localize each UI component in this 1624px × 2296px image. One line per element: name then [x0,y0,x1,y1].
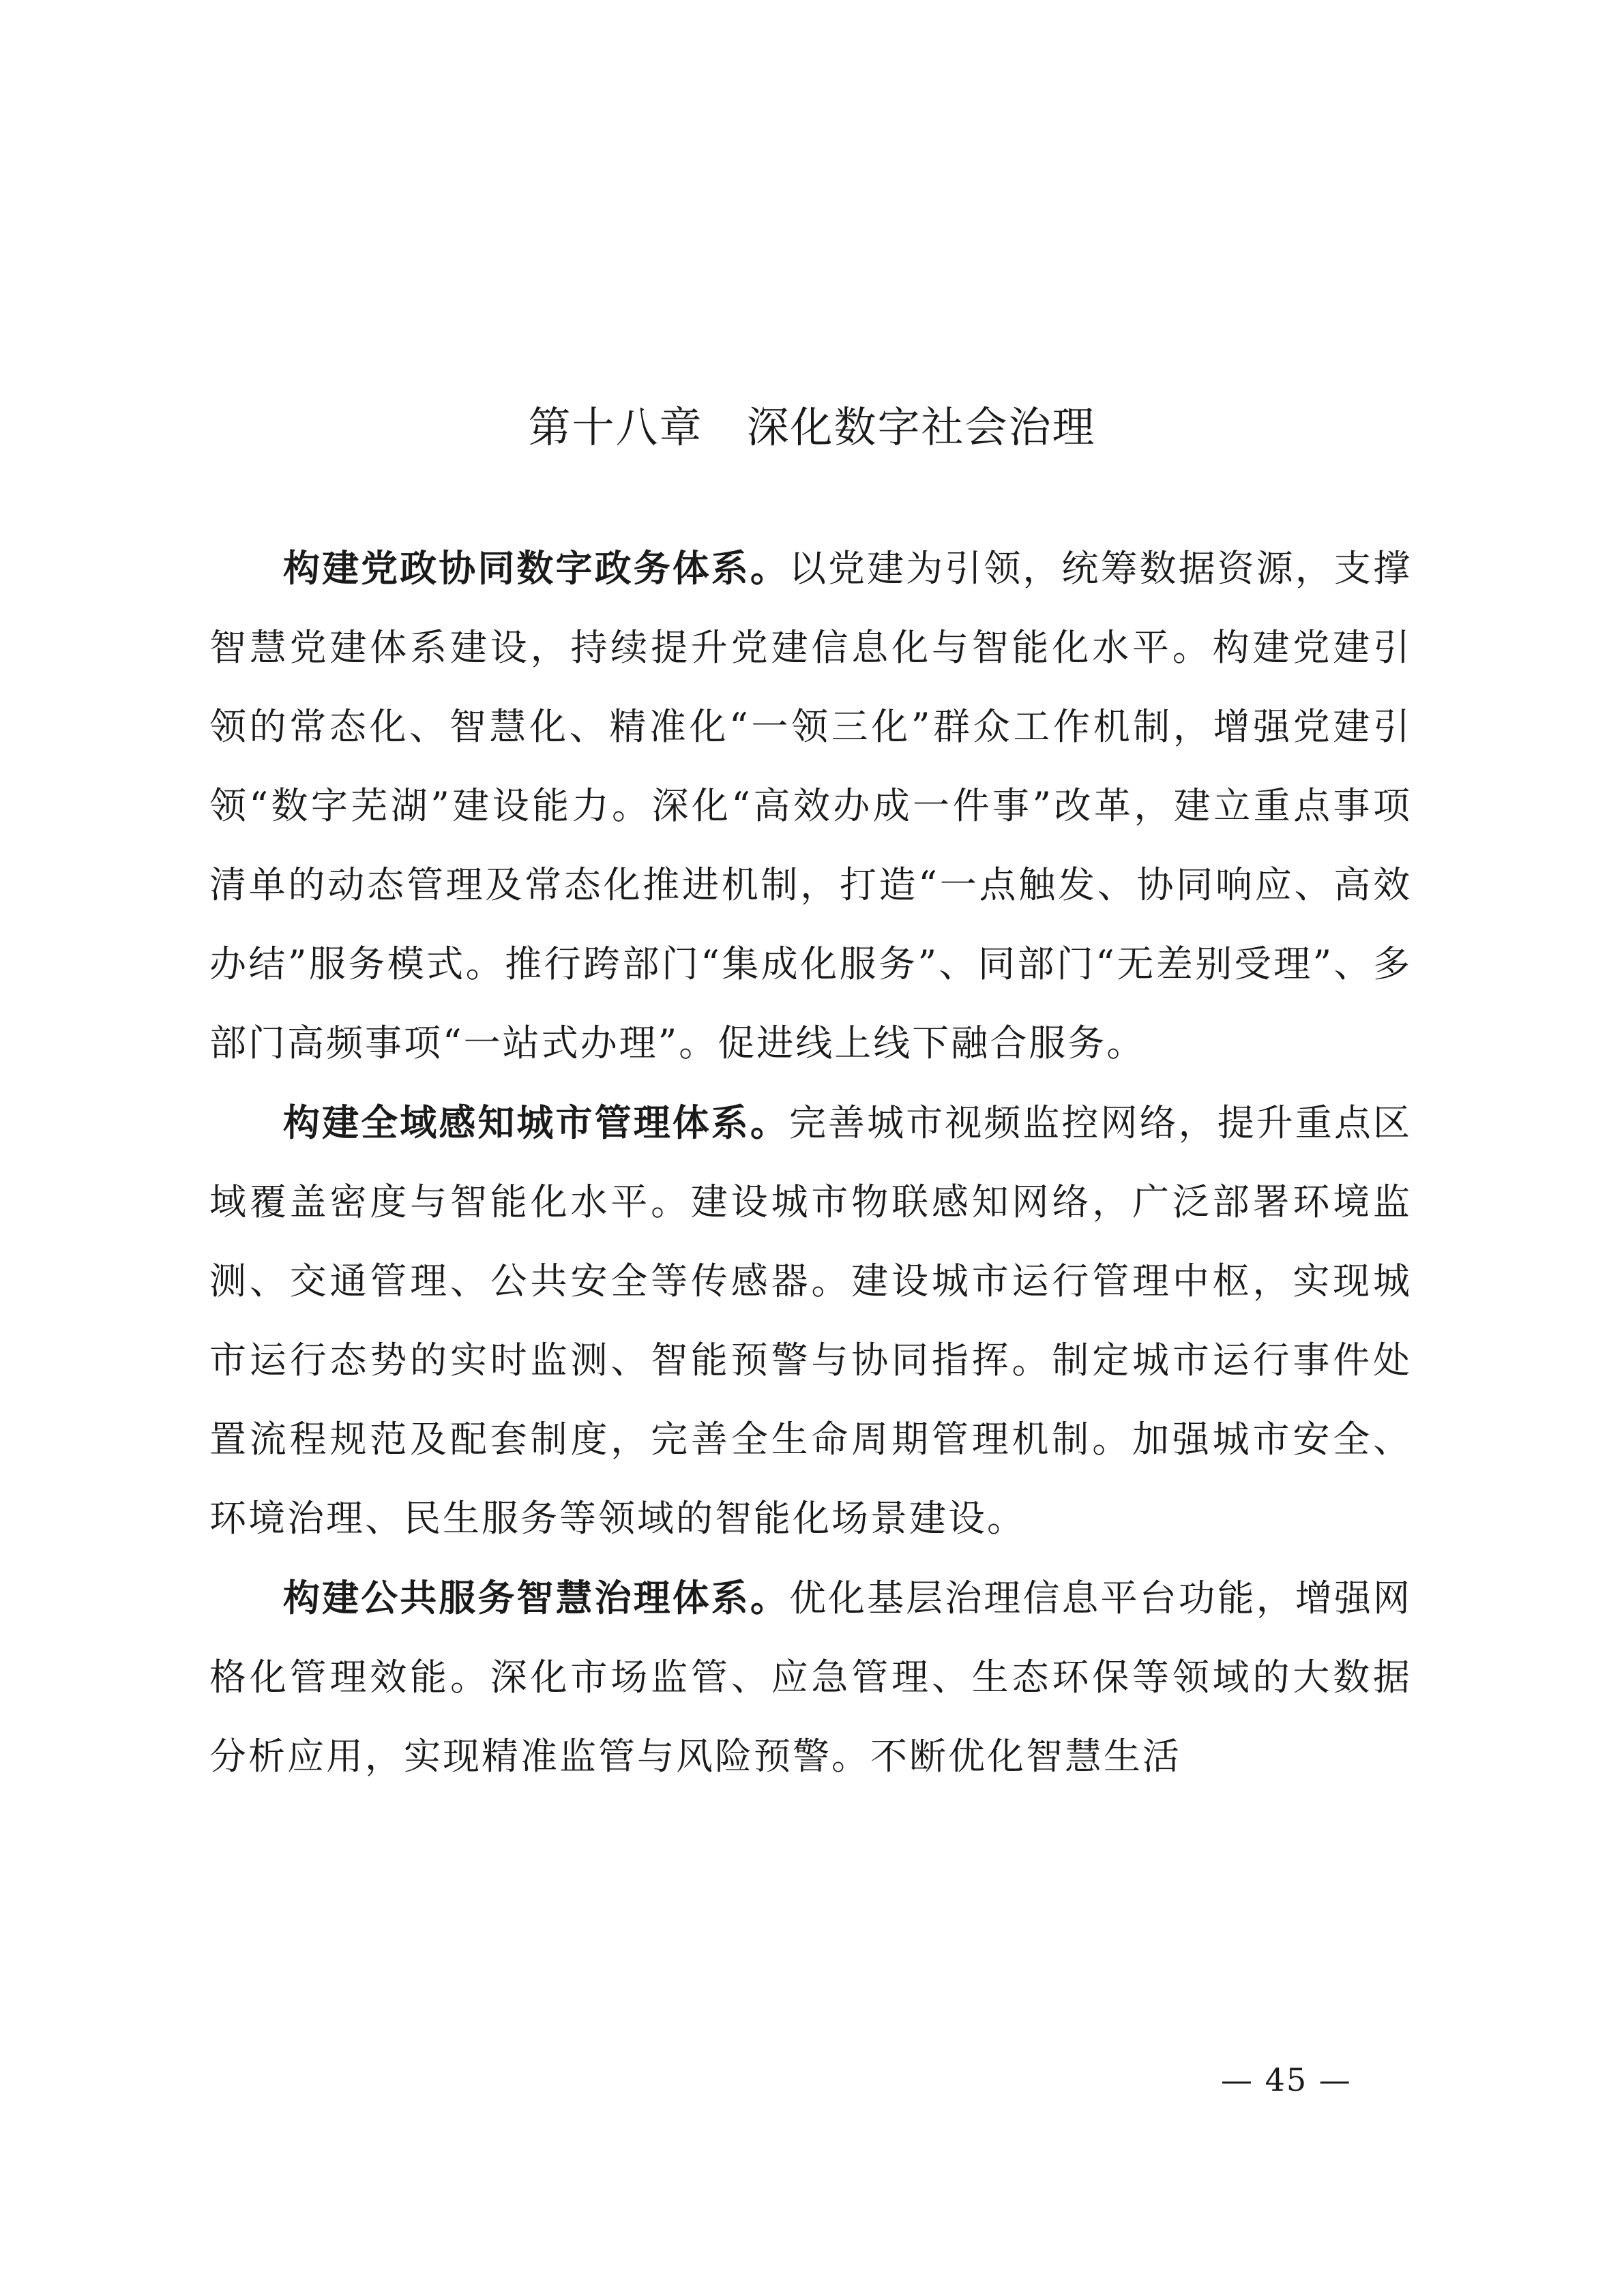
paragraph-heading: 构建党政协同数字政务体系。 [283,546,789,590]
page-number: — 45 — [1221,2061,1352,2098]
paragraph-party-government [209,528,1412,1083]
paragraph-heading: 构建公共服务智慧治理体系。 [283,1576,789,1620]
chapter-title: 第十八章 深化数字社会治理 [528,402,1096,452]
paragraph-body: 以党建为引领，统筹数据资源，支撑智慧党建体系建设，持续提升党建信息化与智能化水平。构建党建引领的常态化、智慧化、精准化“一领三化”群众工作机制，增强党建引领“数字芜湖”建设能力。深化“高效办成一件事”改革，建立重点事项清单的动态管理及常态化推进机制，打造“一点触发、协同响应、高效办结”服务模式。推行跨部门“集成化服务”、同部门“无差别受理”、多部门高频事项“一站式办理”。促进线上线下融合服务。 [209,547,1413,1064]
body-text [209,528,1412,1796]
paragraph-public-service [209,1558,1412,1796]
paragraph-heading: 构建全域感知城市管理体系。 [283,1101,789,1144]
paragraph-city-management [209,1083,1412,1558]
paragraph-body: 完善城市视频监控网络，提升重点区域覆盖密度与智能化水平。建设城市物联感知网络，广泛部署环境监测、交通管理、公共安全等传感器。建设城市运行管理中枢，实现城市运行态势的实时监测、智能预警与协同指挥。制定城市运行事件处置流程规范及配套制度，完善全生命周期管理机制。加强城市安全、环境治理、民生服务等领域的智能化场景建设。 [209,1101,1413,1540]
paragraph-body: 优化基层治理信息平台功能，增强网格化管理效能。深化市场监管、应急管理、生态环保等领域的大数据分析应用，实现精准监管与风险预警。不断优化智慧生活 [209,1577,1413,1778]
